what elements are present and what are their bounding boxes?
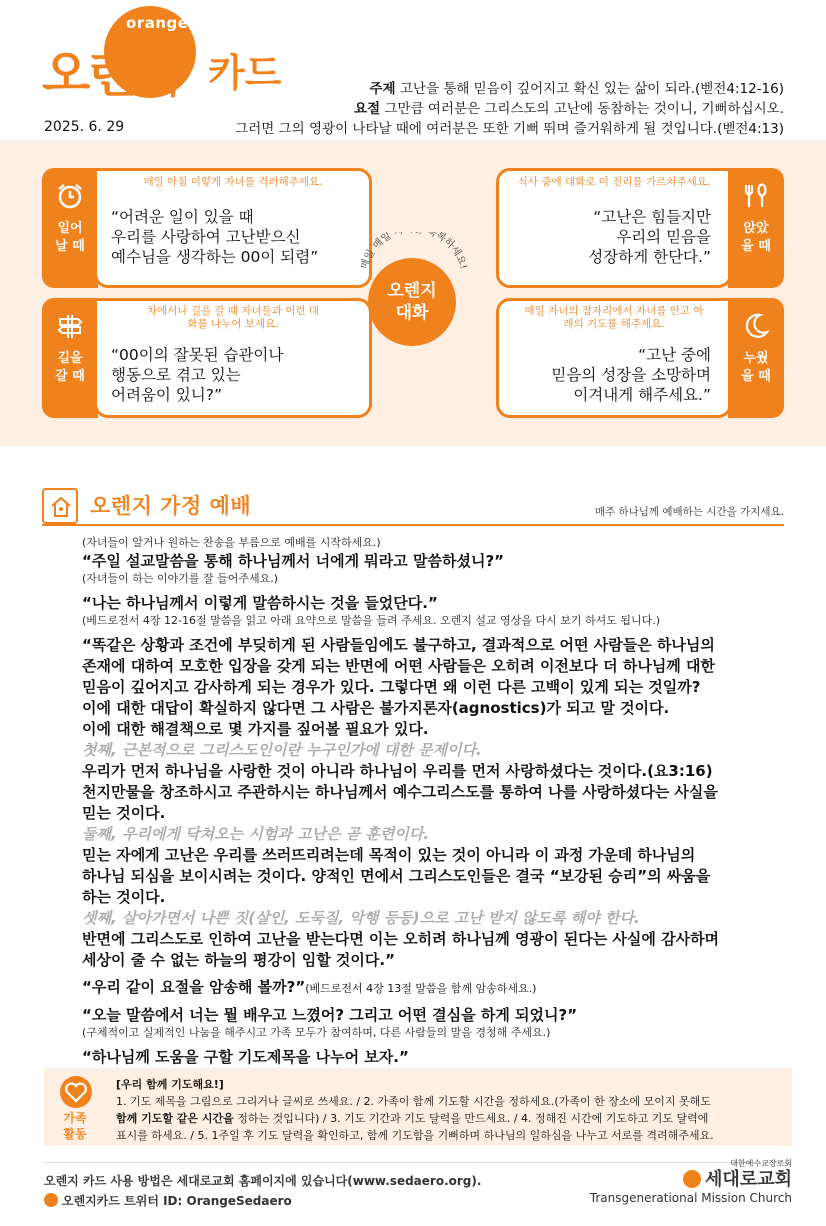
caption-wakeup: 매일 아침 이렇게 자녀를 격려해주세요. xyxy=(138,176,329,188)
text-line: 우리가 먼저 하나님을 사랑한 것이 아니라 하나님이 우리를 먼저 사랑하셨다는 것이다.(요3:16) xyxy=(82,762,713,780)
prayer-line xyxy=(116,1110,786,1127)
text-line: 천지만물을 창조하시고 주관하시는 하나님께서 예수그리스도를 통하여 나를 사랑하셨다는 사실을 xyxy=(82,783,718,801)
tab-walking xyxy=(42,298,98,418)
section-header xyxy=(42,486,784,526)
quote-line: “어려운 일이 있을 때 xyxy=(111,208,254,226)
note: (구체적이고 실제적인 나눔을 해주시고 가족 모두가 참여하며, 다른 사람들의 말을 경청해 주세요.) xyxy=(82,1026,551,1039)
alarm-clock-icon xyxy=(56,182,84,210)
quote-line: “고난 중에 xyxy=(638,346,711,364)
tab-lying xyxy=(728,298,784,418)
prayer-text xyxy=(116,1076,786,1144)
tab-sitting-label: 앉았을 때 xyxy=(741,221,771,254)
bubble-wakeup xyxy=(94,168,372,288)
question: “주일 설교말씀을 통해 하나님께서 너에게 뭐라고 말씀하셨니?” xyxy=(82,552,505,570)
bubble-sitting xyxy=(496,168,732,288)
center-arc-label: 매일 매일 축복하세요! xyxy=(359,232,469,271)
question-text: “우리 같이 요절을 암송해 볼까?” xyxy=(82,978,306,996)
question xyxy=(82,977,782,999)
text-line: 믿는 것이다. xyxy=(82,804,166,822)
church-logo xyxy=(590,1158,792,1205)
note: (베드로전서 4장 12-16절 말씀을 읽고 아래 요약으로 말씀을 들려 주세요. 오렌지 설교 영상을 다시 보기 하셔도 됩니다.) xyxy=(82,614,661,627)
quote-line: 우리를 사랑하여 고난받으신 xyxy=(111,228,301,246)
family-activity-label: 가족 활동 xyxy=(63,1111,87,1141)
caption-lying: 매일 자녀의 잠자리에서 자녀를 안고 아래의 기도를 해주세요. xyxy=(514,305,714,331)
text-line: 세상이 줄 수 없는 하늘의 평강이 임할 것이다.” xyxy=(82,951,395,969)
bubble-walking xyxy=(94,298,372,418)
header xyxy=(0,0,826,140)
quote-line: “00이의 잘못된 습관이나 xyxy=(111,346,284,364)
question: “하나님께 도움을 구할 기도제목을 나누어 보자.” xyxy=(82,1048,409,1066)
point-heading: 첫째, 근본적으로 그리스도인이란 누구인가에 대한 문제이다. xyxy=(82,741,482,759)
heart-icon xyxy=(58,1074,94,1110)
moon-icon xyxy=(742,312,770,340)
tab-lying-label: 누웠을 때 xyxy=(741,351,771,384)
quote-line: 행동으로 겪고 있는 xyxy=(111,366,241,384)
center-title: 오렌지 대화 xyxy=(387,281,437,323)
text-line: 하는 것이다. xyxy=(82,888,166,906)
church-mark-icon xyxy=(683,1170,701,1188)
caption-walking: 차에서나 길을 갈 때 자녀들과 이런 대화를 나누어 보세요. xyxy=(138,305,328,331)
prayer-rest: 정하는 것입니다) / 3. 기도 기간과 기도 달력을 만드세요. / 4. 정해진 시간에 기도하고 기도 달력에 xyxy=(233,1112,709,1125)
summary-text-2: 그러면 그의 영광이 나타날 때에 여러분은 또한 기뻐 뛰며 즐거워하게 될 것입니다.(벧전4:13) xyxy=(235,121,784,137)
footer-usage: 오렌지 카드 사용 방법은 세대로교회 홈페이지에 있습니다(www.sedaero.org). xyxy=(44,1174,482,1188)
note: (자녀들이 알거나 원하는 찬송을 부름으로 예배를 시작하세요.) xyxy=(82,536,381,549)
summary-label: 요절 xyxy=(354,101,381,117)
tab-wakeup xyxy=(42,168,98,288)
family-activity-box xyxy=(44,1068,792,1146)
twitter-id[interactable]: 오렌지카드 트위터 ID: OrangeSedaero xyxy=(62,1194,292,1208)
bubble-lying xyxy=(496,298,732,418)
quote-line: 믿음의 성장을 소망하며 xyxy=(551,366,711,384)
sermon-paragraph xyxy=(82,845,782,908)
logo-small-text: orange xyxy=(126,14,189,32)
quote-wakeup xyxy=(111,207,318,267)
theme-text: 고난을 통해 믿음이 깊어지고 확신 있는 삶이 되라.(벧전4:12-16) xyxy=(399,81,784,97)
prayer-line: 표시를 하세요. / 5. 1주일 후 기도 달력을 확인하고, 함께 기도함을 기뻐하며 하나님의 일하심을 나누고 서로를 격려해주세요. xyxy=(116,1129,714,1142)
quote-line: 어려움이 있니?” xyxy=(111,386,223,404)
note: (자녀들이 하는 이야기를 잘 들어주세요.) xyxy=(82,572,279,585)
text-line: 믿음이 깊어지고 감사하게 되는 경우가 있다. 그렇다면 왜 이런 다른 고백이 있게 되는 것일까? xyxy=(82,678,701,696)
quote-walking xyxy=(111,345,283,405)
text-line: 이에 대한 대답이 확실하지 않다면 그 사람은 불가지론자(agnostics)가 되고 말 것이다. xyxy=(82,699,670,717)
logo-main-text: 오렌지 xyxy=(42,45,181,103)
quote-line: 우리의 믿음을 xyxy=(616,228,711,246)
quote-line: 이겨내게 해주세요.” xyxy=(573,386,711,404)
prayer-bold: 함께 기도할 같은 시간을 xyxy=(116,1112,234,1125)
tab-wakeup-label: 일어날 때 xyxy=(55,221,85,254)
sermon-paragraph xyxy=(82,761,782,824)
tab-sitting xyxy=(728,168,784,288)
logo-card-text: 카드 xyxy=(208,51,282,95)
question: “오늘 말씀에서 너는 뭘 배우고 느꼈어? 그리고 어떤 결심을 하게 되었니?” xyxy=(82,1006,578,1024)
quote-lying xyxy=(551,345,711,405)
signpost-icon xyxy=(56,312,84,340)
text-line: 믿는 자에게 고난은 우리를 쓰러뜨리려는데 목적이 있는 것이 아니라 이 과정 가운데 하나님의 xyxy=(82,846,696,864)
church-name-text: 세대로교회 xyxy=(705,1169,792,1190)
fork-spoon-icon xyxy=(742,182,770,210)
inline-note: (베드로전서 4장 13절 말씀을 함께 암송하세요.) xyxy=(305,982,537,995)
church-english: Transgenerational Mission Church xyxy=(589,1191,792,1205)
text-line: 존재에 대하여 모호한 입장을 갖게 되는 반면에 어떤 사람들은 오히려 이전보다 더 하나님께 대한 xyxy=(82,657,716,675)
quote-line: “고난은 힘들지만 xyxy=(593,208,711,226)
point-heading: 셋째, 살아가면서 나쁜 짓(살인, 도둑질, 악행 등등)으로 고난 받지 않도록 해야 한다. xyxy=(82,909,640,927)
twitter-icon xyxy=(44,1193,58,1207)
tab-walking-label: 길을 갈 때 xyxy=(55,351,85,384)
sermon-paragraph xyxy=(82,929,782,971)
quote-line: 예수님을 생각하는 00이 되렴” xyxy=(111,248,319,266)
date: 2025. 6. 29 xyxy=(44,119,125,135)
theme-label: 주제 xyxy=(369,81,396,97)
quote-sitting xyxy=(588,207,711,267)
center-circle xyxy=(368,258,456,346)
theme-block xyxy=(224,79,784,139)
church-name xyxy=(590,1169,792,1191)
summary-text: 그만큼 여러분은 그리스도의 고난에 동참하는 것이니, 기뻐하십시오. xyxy=(384,101,784,117)
text-line: “똑같은 상황과 조건에 부딪히게 된 사람들임에도 불구하고, 결과적으로 어떤 사람들은 하나님의 xyxy=(82,636,715,654)
quote-line: 성장하게 한단다.” xyxy=(588,248,711,266)
text-line: 이에 대한 해결책으로 몇 가지를 짚어볼 필요가 있다. xyxy=(82,720,429,738)
prayer-line: 1. 기도 제목을 그림으로 그리거나 글씨로 쓰세요. / 2. 가족이 함께 기도할 시간을 정하세요.(가족이 한 장소에 모이지 못해도 xyxy=(116,1095,711,1108)
footer-twitter xyxy=(44,1192,292,1209)
worship-content xyxy=(82,535,782,1083)
text-line: 반면에 그리스도로 인하여 고난을 받는다면 이는 오히려 하나님께 영광이 된다는 사실에 감사하며 xyxy=(82,930,720,948)
text-line: 하나님 되심을 보이시려는 것이다. 양적인 면에서 그리스도인들은 결국 “보강된 승리”의 싸움을 xyxy=(82,867,711,885)
church-denomination: 대한예수교장로회 xyxy=(730,1159,792,1168)
sermon-paragraph xyxy=(82,635,782,740)
question: “나는 하나님께서 이렇게 말씀하시는 것을 들었단다.” xyxy=(82,594,438,612)
section-title: 오렌지 가정 예배 xyxy=(90,494,252,518)
home-icon xyxy=(42,488,78,524)
caption-sitting: 식사 중에 대화로 이 진리를 가르쳐주세요. xyxy=(512,176,716,188)
section-subtitle: 매주 하나님께 예배하는 시간을 가지세요. xyxy=(594,506,784,518)
prayer-title: [우리 함께 기도해요!] xyxy=(116,1078,224,1091)
point-heading: 둘째, 우리에게 닥쳐오는 시험과 고난은 곧 훈련이다. xyxy=(82,825,430,843)
